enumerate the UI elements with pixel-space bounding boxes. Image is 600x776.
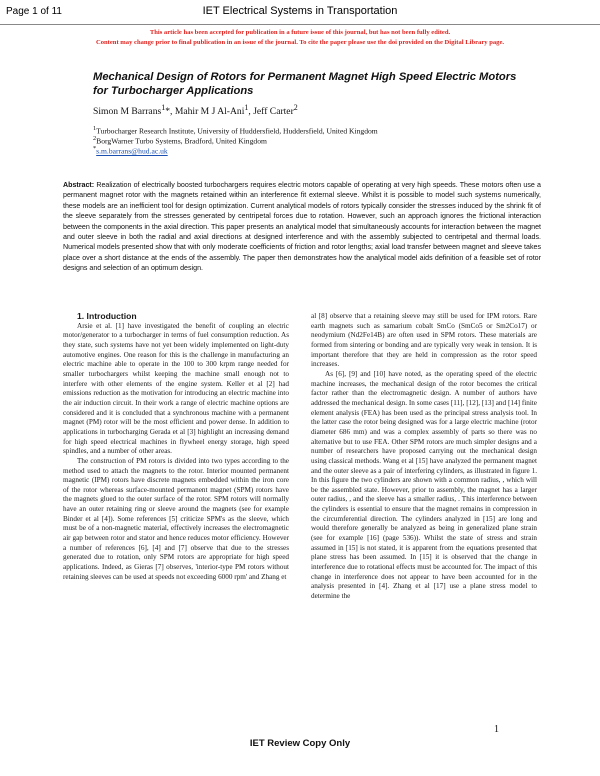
publication-notice (20, 28, 580, 48)
email-mark: * (93, 145, 97, 152)
author-3: , Jeff Carter (248, 106, 294, 118)
affiliation-2-mark: 2 (93, 135, 97, 142)
journal-name: IET Electrical Systems in Transportation (202, 5, 398, 17)
notice-line-1: This article has been accepted for publication in a future issue of this journal, but has not been fully edited. (149, 29, 451, 36)
paper-title: Mechanical Design of Rotors for Permanent Magnet High Speed Electric Motors for Turbocharger Applications (93, 71, 517, 97)
notice-line-2: Content may change prior to final publication in an issue of the journal. To cite the paper please use the doi provided on the Digital Library page. (95, 39, 505, 46)
abstract-label: Abstract: (63, 181, 95, 189)
page-number: 1 (494, 724, 499, 735)
author-2-affil: 1 (244, 103, 249, 112)
author-1-affil: 1 (161, 103, 166, 112)
page-header (0, 0, 600, 25)
abstract-text: Realization of electrically boosted turbochargers requires electric motors capable of operating at very high speeds. These motors often use a permanent magnet rotor with the magnets retained within an interference fit external sleeve. Whilst it is possible to model such systems numerically, these models are an inefficient tool for design optimization. Current analytical models of rotors typically consider the stresses induced by the shrink fit of the sleeve separately from the stresses generated by centripetal forces due to rotation. However, such an approach ignores the frictional interaction between the components in the axial direction. This paper presents an analytical model that simultaneously accounts for interaction between the magnet and outer sleeve in both the radial and axial directions at designed interference and with the assembly subjected to centripetal and thermal loads. Numerical models presented show that with only moderate coefficients of friction and rotor lengths; axial load transfer between magnet and sleeve takes place over a short distance at the ends of the assembly. The paper then demonstrates how the analytical model aids definition of a feasible set of rotor designs and selection of an optimum design. (63, 181, 541, 273)
author-1: Simon M Barrans (93, 106, 162, 118)
right-column (311, 312, 537, 602)
author-3-affil: 2 (293, 103, 298, 112)
email-link[interactable]: s.m.barrans@hud.ac.uk (96, 146, 168, 156)
paragraph: As [6], [9] and [10] have noted, as the operating speed of the electric machine increases, the mechanical design of the rotor becomes the critical factor rather than the electromagnetic design. A number of authors have addressed the mechanical design. In some cases [11], [12], [13] and [14] finite element analysis (FEA) has been used as the principal stress analysis tool. In the latter case the rotor being designed was for a large electric machine (rotor diameter 686 mm) and was a complex assembly of parts so there was no alternative but to use FEA. Other SPM rotors are much simpler designs and a number of researchers have proposed carrying out the mechanical design using classical methods. Wang et al [15] have analyzed the permanent magnet and the outer sleeve as a pair of interfering cylinders, as illustrated in figure 1. In this figure the two cylinders are shown with a common radius, , which will be the assembled state. However, prior to assembly, the magnet has a larger outer radius, , and the sleeve has a smaller radius, . This interference between the cylinders is essential to ensure that the magnet remains in compression in the circumferential direction. The cylinders analyzed in [15] are long and would therefore generally be analyzed as being in generalized plane strain (see for example [16] (page 536)). Whilst the state of stress and strain assumed in [15] is not stated, it is apparent from the equations presented that plane stress has been assumed. In [15] it is observed that the change in interference due to rotational effects must be accounted for. The impact of this change in interference does not appear to have been accounted for in the analysis presented in [4]. Zhang et al [17] use a plane stress model to determine the (311, 369, 537, 601)
left-column (63, 312, 289, 582)
contact-email (93, 144, 533, 157)
corresponding-mark: * (165, 106, 171, 118)
affiliation-1-text: Turbocharger Research Institute, University of Huddersfield, Huddersfield, United Kingdom (96, 126, 378, 136)
section-heading-introduction: 1. Introduction (77, 311, 137, 321)
abstract (63, 180, 541, 274)
affiliation-1-mark: 1 (93, 125, 97, 132)
paragraph: Arsie et al. [1] have investigated the benefit of coupling an electric motor/generator to a turbocharger in terms of fuel consumption reduction. As they state, such systems have not yet been widely implemented on light-duty automotive engines. One reason for this is the challenge in manufacturing an electric machine able to operate in the 100 to 300 krpm range needed for smaller turbochargers whilst keeping the machine small enough not to interfere with other elements of the engine system. Keller et al [2] had emissions reduction as the motivation for introducing an electric machine into the air induction circuit. In their work a range of electric machine options are considered and it is concluded that a synchronous machine with a permanent magnet (PM) rotor will be the most efficient and power dense. In addition to applications in turbocharging Gerada et al [3] highlight an increasing demand for high speed electrical machines in flywheel energy storage, high speed spindles, and a number of other areas. (63, 321, 289, 456)
review-copy-footer: IET Review Copy Only (249, 738, 351, 749)
paragraph: al [8] observe that a retaining sleeve may still be used for IPM rotors. Rare earth magnets such as samarium cobalt SmCo (SmCo5 or Sm2Co17) or neodymium (Nd2Fe14B) are often used in SPM rotors. These materials are formed from sintering or bonding and are typically very weak in tension. It is important therefore that they are held in compression as the rotor speed increases. (311, 312, 537, 369)
affiliation-2-text: BorgWarner Turbo Systems, Bradford, United Kingdom (96, 136, 267, 146)
page-indicator: Page 1 of 11 (6, 6, 62, 17)
paragraph: The construction of PM rotors is divided into two types according to the method used to attach the magnets to the rotor. Interior mounted permanent magnetic (IPM) rotors have discrete magnets embedded within the iron core of the rotor whereas surface-mounted permanent magnet (SPM) rotors have the magnets glued to the outer surface of the rotor. SPM rotors will normally have an outer retaining ring or sleeve around the magnets (see for example Binder et al [4]). Some references [5] criticize SPM's as the sleeve, which must be of a non-magnetic material, effectively increases the electromagnetic air gap between rotor and stator and hence reduces motor efficiency. However a number of references [6], [4] and [7] observe that due to the stresses generated due to rotation, only SPM rotors are appropriate for high speed applications. Indeed, as Gieras [7] observes, 'interior-type PM rotors without retaining sleeves can be used at speeds not exceeding 6000 rpm' and Zhang et (63, 456, 289, 581)
author-list (93, 103, 298, 117)
author-2: , Mahir M J Al-Ani (170, 106, 245, 118)
